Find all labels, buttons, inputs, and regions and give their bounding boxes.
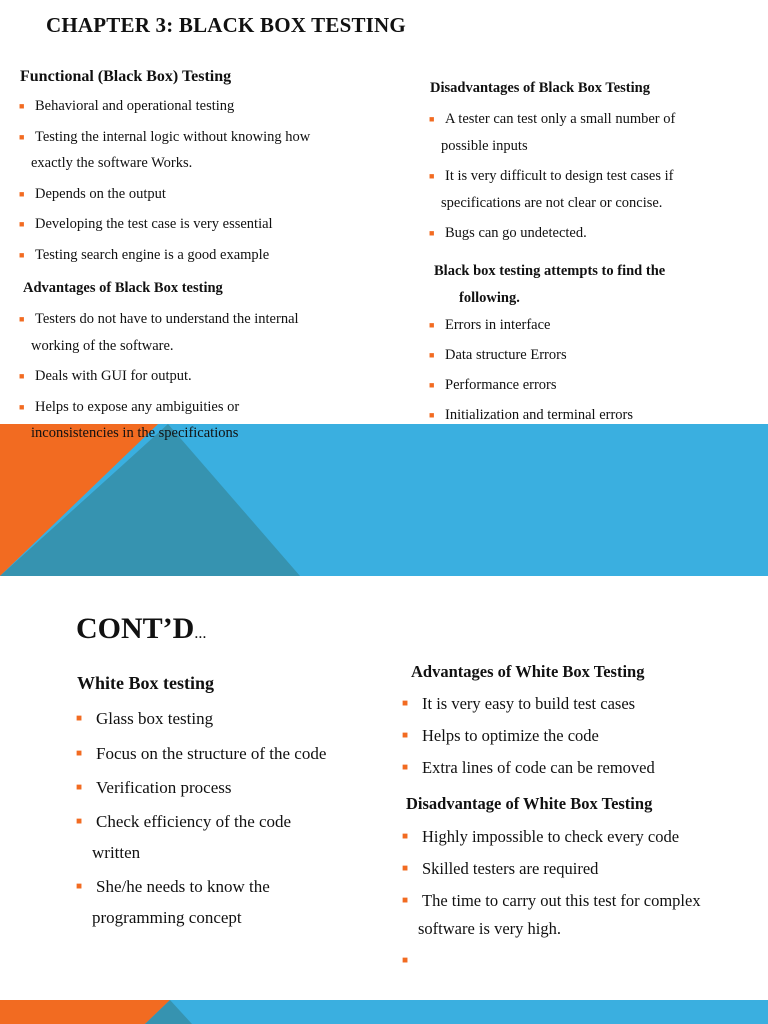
bullet-icon: ■ xyxy=(402,698,409,709)
list-item xyxy=(19,124,359,177)
list-item xyxy=(402,690,742,718)
bullet-icon: ■ xyxy=(76,748,83,759)
item-text: The time to carry out this test for complex xyxy=(422,891,701,910)
item-text-continued: exactly the software Works. xyxy=(31,155,193,171)
item-text-continued: specifications are not clear or concise. xyxy=(441,194,663,211)
slide1-title: CHAPTER 3: BLACK BOX TESTING xyxy=(46,13,406,37)
item-text-continued: written xyxy=(92,843,141,862)
advantages-white-box-heading: Advantages of White Box Testing xyxy=(411,662,645,681)
list-item xyxy=(429,163,759,216)
black-box-find-list xyxy=(429,312,759,429)
advantages-black-box-heading: Advantages of Black Box testing xyxy=(23,280,223,296)
bullet-icon: ■ xyxy=(402,955,409,966)
item-text: Verification process xyxy=(96,778,232,797)
black-box-find-heading xyxy=(434,258,665,312)
bullet-icon: ■ xyxy=(402,863,409,874)
bullet-icon: ■ xyxy=(402,831,409,842)
item-text: She/he needs to know the xyxy=(96,877,270,896)
item-text: Performance errors xyxy=(445,377,557,393)
list-item xyxy=(429,220,759,247)
bullet-icon: ■ xyxy=(429,171,435,181)
list-item xyxy=(429,402,759,429)
list-item xyxy=(429,312,759,339)
list-item xyxy=(76,738,376,769)
bullet-icon: ■ xyxy=(19,401,25,412)
item-text: Focus on the structure of the code xyxy=(96,744,327,763)
list-item xyxy=(76,772,376,803)
list-item xyxy=(19,93,359,120)
slide1-triangle-decoration xyxy=(0,424,768,576)
list-item xyxy=(429,342,759,369)
item-text: Data structure Errors xyxy=(445,347,567,363)
bullet-icon: ■ xyxy=(429,380,435,390)
bullet-icon: ■ xyxy=(402,730,409,741)
disadvantages-black-box-list xyxy=(429,106,759,247)
bullet-icon: ■ xyxy=(402,895,409,906)
list-item xyxy=(402,754,742,782)
item-text: It is very difficult to design test cases if xyxy=(445,168,674,184)
list-item xyxy=(402,823,742,851)
list-item xyxy=(76,871,376,933)
list-item xyxy=(19,394,359,447)
bullet-icon: ■ xyxy=(19,249,25,260)
slide2-footer-decoration xyxy=(0,1000,768,1024)
bullet-icon: ■ xyxy=(429,228,435,238)
disadvantage-white-box-list xyxy=(402,823,742,966)
item-text: Initialization and terminal errors xyxy=(445,407,634,423)
item-text-continued: software is very high. xyxy=(418,919,561,938)
disadvantages-black-box-heading: Disadvantages of Black Box Testing xyxy=(430,80,650,96)
functional-testing-list xyxy=(19,93,359,268)
item-text: Testing search engine is a good example xyxy=(35,246,270,263)
item-text: Testers do not have to understand the internal xyxy=(35,311,299,327)
item-text: Skilled testers are required xyxy=(422,859,599,878)
bullet-icon: ■ xyxy=(19,131,25,142)
item-text: Extra lines of code can be removed xyxy=(422,758,655,777)
slide2-title xyxy=(76,612,206,646)
bullet-icon: ■ xyxy=(19,314,25,324)
slide-2 xyxy=(0,576,768,1024)
item-text: Glass box testing xyxy=(96,709,214,728)
white-box-list xyxy=(76,703,376,933)
slide2-title-suffix: … xyxy=(194,627,207,641)
item-text-continued: possible inputs xyxy=(441,137,528,154)
list-item xyxy=(402,855,742,883)
item-text: Errors in interface xyxy=(445,317,551,333)
footer-orange-shape xyxy=(0,1000,170,1024)
bullet-icon: ■ xyxy=(19,188,25,199)
item-text: Bugs can go undetected. xyxy=(445,225,587,241)
slide2-title-text: CONT’D xyxy=(76,612,195,645)
list-item xyxy=(19,211,359,238)
white-box-heading: White Box testing xyxy=(77,673,214,693)
item-text: A tester can test only a small number of xyxy=(445,111,676,127)
item-text: Testing the internal logic without knowing how xyxy=(35,128,311,145)
bullet-icon: ■ xyxy=(402,762,409,773)
list-item xyxy=(76,806,376,868)
bullet-icon: ■ xyxy=(19,371,25,381)
bullet-icon: ■ xyxy=(76,782,83,793)
find-heading-line-1: Black box testing attempts to find the xyxy=(434,263,666,279)
item-text: Helps to optimize the code xyxy=(422,726,599,745)
bullet-icon: ■ xyxy=(429,320,435,330)
item-text: Depends on the output xyxy=(35,185,166,202)
item-text-continued: working of the software. xyxy=(31,337,174,354)
item-text: Developing the test case is very essential xyxy=(35,216,273,232)
item-text: It is very easy to build test cases xyxy=(422,694,636,713)
item-text: Check efficiency of the code xyxy=(96,812,292,831)
advantages-black-box-list xyxy=(19,306,359,447)
bullet-icon: ■ xyxy=(429,114,435,124)
list-item xyxy=(19,242,359,269)
bullet-icon: ■ xyxy=(76,881,83,892)
list-item xyxy=(76,703,376,734)
list-item xyxy=(402,722,742,750)
bullet-icon: ■ xyxy=(429,350,435,360)
bullet-icon: ■ xyxy=(19,219,25,229)
item-text: Deals with GUI for output. xyxy=(35,368,192,384)
list-item xyxy=(402,887,742,943)
disadvantage-white-box-heading: Disadvantage of White Box Testing xyxy=(406,794,653,813)
list-item xyxy=(429,106,759,159)
bullet-icon: ■ xyxy=(76,713,83,724)
list-item xyxy=(19,181,359,208)
list-item xyxy=(429,372,759,399)
item-text-continued: programming concept xyxy=(92,908,242,927)
item-text-continued: inconsistencies in the specifications xyxy=(31,425,239,441)
bullet-icon: ■ xyxy=(19,101,25,111)
list-item xyxy=(19,306,359,359)
item-text: Behavioral and operational testing xyxy=(35,98,235,114)
list-item xyxy=(19,363,359,390)
bullet-icon: ■ xyxy=(429,410,435,420)
bullet-icon: ■ xyxy=(76,816,83,827)
item-text: Highly impossible to check every code xyxy=(422,827,680,846)
functional-testing-heading: Functional (Black Box) Testing xyxy=(20,68,232,85)
find-heading-line-2: following. xyxy=(459,290,520,306)
item-text: Helps to expose any ambiguities or xyxy=(35,398,240,415)
advantages-white-box-list xyxy=(402,690,742,782)
